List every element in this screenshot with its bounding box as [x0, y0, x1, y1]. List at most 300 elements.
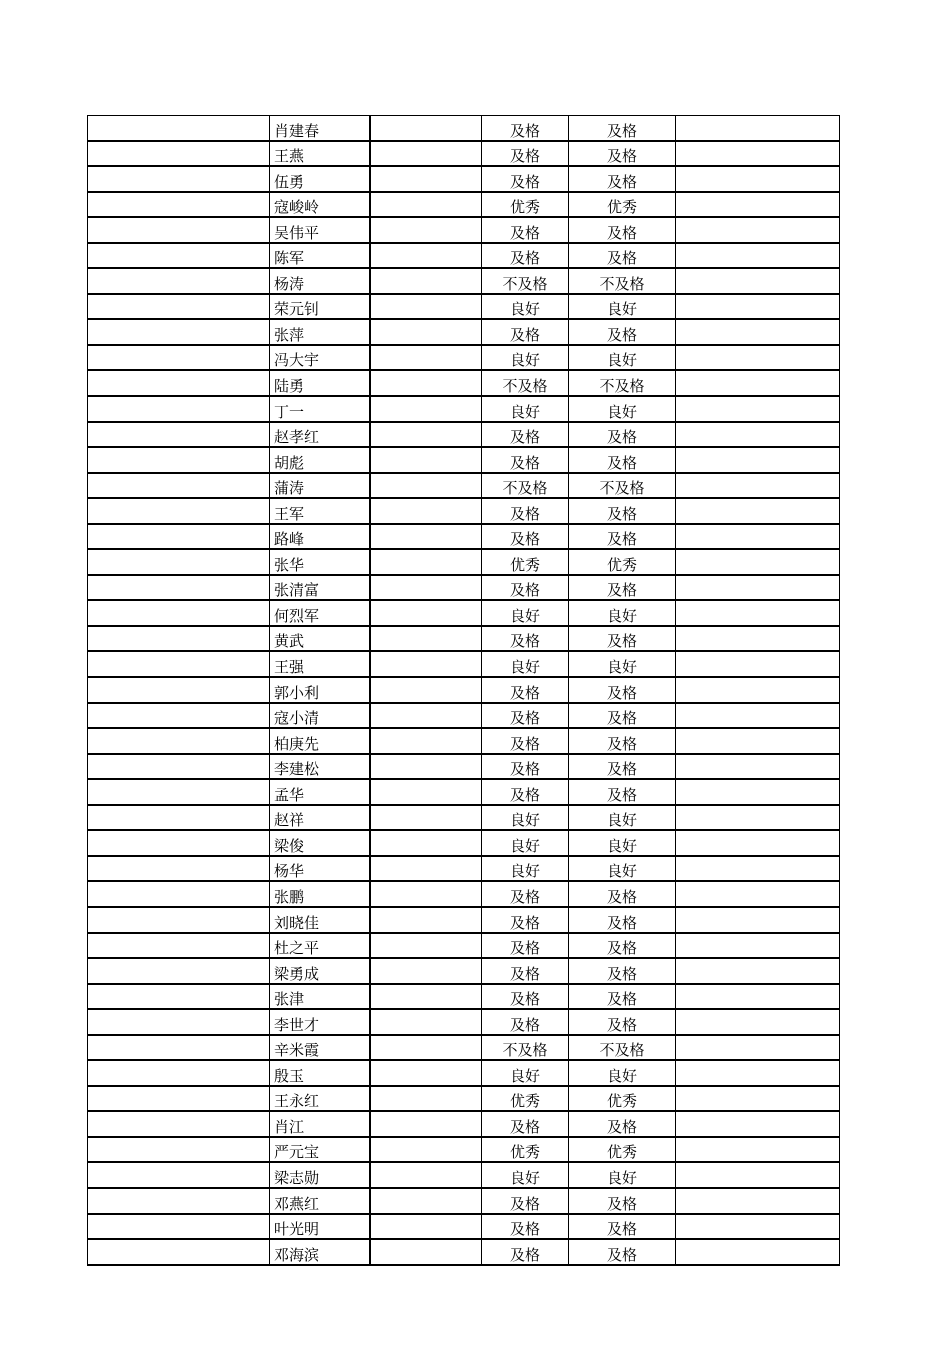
blank-cell-b[interactable] — [370, 958, 482, 984]
blank-cell-e[interactable] — [676, 345, 840, 371]
blank-cell-a[interactable] — [88, 1162, 270, 1188]
grade-cell-1[interactable] — [482, 1060, 569, 1086]
grade-cell-2[interactable] — [569, 116, 676, 141]
blank-cell-b[interactable] — [370, 1086, 482, 1112]
grade-cell-2[interactable] — [569, 907, 676, 933]
name-cell[interactable] — [270, 600, 371, 626]
blank-cell-e[interactable] — [676, 626, 840, 652]
grade-cell-2[interactable] — [569, 141, 676, 167]
name-cell-text: 张华 — [274, 555, 305, 574]
blank-cell-e[interactable] — [676, 907, 840, 933]
blank-cell-b[interactable] — [370, 805, 482, 831]
blank-cell-b[interactable] — [370, 370, 482, 396]
grade-cell-2[interactable] — [569, 498, 676, 524]
blank-cell-e[interactable] — [676, 1239, 840, 1265]
blank-cell-e[interactable] — [676, 805, 840, 831]
grade-cell-1[interactable] — [482, 243, 569, 269]
name-cell[interactable] — [270, 1137, 371, 1163]
grade-cell-2[interactable] — [569, 422, 676, 448]
name-cell[interactable] — [270, 881, 371, 907]
blank-cell-a[interactable] — [88, 1188, 270, 1214]
grade-cell-1[interactable] — [482, 651, 569, 677]
grade-cell-2[interactable] — [569, 473, 676, 499]
grade-cell-1[interactable] — [482, 1188, 569, 1214]
grade-cell-1[interactable] — [482, 1035, 569, 1061]
grade-cell-2[interactable] — [569, 856, 676, 882]
name-cell[interactable] — [270, 1239, 371, 1265]
grade-cell-2[interactable] — [569, 881, 676, 907]
grade-cell-1[interactable] — [482, 600, 569, 626]
grade-cell-1[interactable] — [482, 1214, 569, 1240]
grade-cell-2[interactable] — [569, 575, 676, 601]
grade-cell-2[interactable] — [569, 779, 676, 805]
grade-cell-1-text: 良好 — [509, 658, 540, 677]
blank-cell-b[interactable] — [370, 141, 482, 167]
blank-cell-e[interactable] — [676, 217, 840, 243]
grade-cell-1[interactable] — [482, 933, 569, 959]
grade-cell-2[interactable] — [569, 754, 676, 780]
blank-cell-e[interactable] — [676, 422, 840, 448]
blank-cell-e[interactable] — [676, 524, 840, 550]
grade-cell-2[interactable] — [569, 217, 676, 243]
grade-cell-1[interactable] — [482, 1009, 569, 1035]
blank-cell-e[interactable] — [676, 1035, 840, 1061]
name-cell[interactable] — [270, 116, 371, 141]
grade-cell-1[interactable] — [482, 779, 569, 805]
name-cell[interactable] — [270, 907, 371, 933]
blank-cell-b[interactable] — [370, 779, 482, 805]
blank-cell-a[interactable] — [88, 447, 270, 473]
blank-cell-b[interactable] — [370, 856, 482, 882]
grade-cell-1[interactable] — [482, 268, 569, 294]
blank-cell-a[interactable] — [88, 192, 270, 218]
blank-cell-a[interactable] — [88, 907, 270, 933]
name-cell[interactable] — [270, 1162, 371, 1188]
name-cell[interactable] — [270, 166, 371, 192]
grade-cell-1[interactable] — [482, 345, 569, 371]
grade-cell-2[interactable] — [569, 396, 676, 422]
grade-cell-2[interactable] — [569, 1162, 676, 1188]
blank-cell-e[interactable] — [676, 958, 840, 984]
blank-cell-e[interactable] — [676, 856, 840, 882]
blank-cell-e[interactable] — [676, 830, 840, 856]
blank-cell-a[interactable] — [88, 677, 270, 703]
grade-cell-2[interactable] — [569, 549, 676, 575]
grade-cell-1[interactable] — [482, 166, 569, 192]
grade-cell-2[interactable] — [569, 651, 676, 677]
blank-cell-a[interactable] — [88, 1214, 270, 1240]
grade-cell-1[interactable] — [482, 626, 569, 652]
grade-cell-2[interactable] — [569, 830, 676, 856]
grade-cell-2-text: 及格 — [606, 428, 637, 447]
grade-cell-1[interactable] — [482, 881, 569, 907]
blank-cell-a[interactable] — [88, 243, 270, 269]
name-cell[interactable] — [270, 754, 371, 780]
name-cell[interactable] — [270, 703, 371, 729]
grade-cell-1[interactable] — [482, 498, 569, 524]
grade-cell-2[interactable] — [569, 524, 676, 550]
blank-cell-a[interactable] — [88, 881, 270, 907]
grade-cell-2[interactable] — [569, 1009, 676, 1035]
blank-cell-a[interactable] — [88, 754, 270, 780]
grade-cell-2[interactable] — [569, 1214, 676, 1240]
blank-cell-a[interactable] — [88, 116, 270, 141]
grade-cell-1[interactable] — [482, 192, 569, 218]
grade-cell-2[interactable] — [569, 1086, 676, 1112]
grade-cell-2[interactable] — [569, 243, 676, 269]
grade-cell-2[interactable] — [569, 294, 676, 320]
blank-cell-e[interactable] — [676, 1137, 840, 1163]
blank-cell-e[interactable] — [676, 651, 840, 677]
grade-cell-1[interactable] — [482, 984, 569, 1010]
blank-cell-b[interactable] — [370, 319, 482, 345]
grade-cell-1[interactable] — [482, 319, 569, 345]
blank-cell-e[interactable] — [676, 370, 840, 396]
grade-cell-1-text: 及格 — [509, 530, 540, 549]
name-cell[interactable] — [270, 1035, 371, 1061]
grade-cell-2-text: 及格 — [606, 1015, 637, 1034]
blank-cell-e[interactable] — [676, 116, 840, 141]
blank-cell-a[interactable] — [88, 473, 270, 499]
table-row — [88, 651, 840, 677]
grade-cell-2[interactable] — [569, 1111, 676, 1137]
grade-cell-1[interactable] — [482, 141, 569, 167]
blank-cell-a[interactable] — [88, 141, 270, 167]
grade-cell-2[interactable] — [569, 268, 676, 294]
name-cell[interactable] — [270, 217, 371, 243]
blank-cell-b[interactable] — [370, 728, 482, 754]
grade-cell-1[interactable] — [482, 677, 569, 703]
blank-cell-a[interactable] — [88, 1009, 270, 1035]
name-cell[interactable] — [270, 575, 371, 601]
blank-cell-a[interactable] — [88, 830, 270, 856]
blank-cell-a[interactable] — [88, 217, 270, 243]
blank-cell-b[interactable] — [370, 498, 482, 524]
name-cell[interactable] — [270, 370, 371, 396]
blank-cell-a[interactable] — [88, 370, 270, 396]
grade-cell-1[interactable] — [482, 575, 569, 601]
grade-cell-2[interactable] — [569, 805, 676, 831]
name-cell[interactable] — [270, 345, 371, 371]
blank-cell-b[interactable] — [370, 166, 482, 192]
grade-cell-1-text: 及格 — [509, 760, 540, 779]
blank-cell-b[interactable] — [370, 1111, 482, 1137]
table-row — [88, 116, 840, 141]
blank-cell-e[interactable] — [676, 1060, 840, 1086]
blank-cell-a[interactable] — [88, 319, 270, 345]
grade-cell-1[interactable] — [482, 1137, 569, 1163]
blank-cell-b[interactable] — [370, 881, 482, 907]
blank-cell-b[interactable] — [370, 1137, 482, 1163]
blank-cell-b[interactable] — [370, 294, 482, 320]
blank-cell-b[interactable] — [370, 575, 482, 601]
blank-cell-e[interactable] — [676, 754, 840, 780]
blank-cell-e[interactable] — [676, 881, 840, 907]
blank-cell-a[interactable] — [88, 268, 270, 294]
grade-cell-1[interactable] — [482, 856, 569, 882]
grade-cell-2[interactable] — [569, 728, 676, 754]
grade-cell-1-text: 不及格 — [502, 1041, 548, 1060]
blank-cell-e[interactable] — [676, 1162, 840, 1188]
name-cell[interactable] — [270, 498, 371, 524]
grade-cell-1[interactable] — [482, 447, 569, 473]
blank-cell-b[interactable] — [370, 473, 482, 499]
blank-cell-a[interactable] — [88, 626, 270, 652]
name-cell[interactable] — [270, 141, 371, 167]
name-cell[interactable] — [270, 651, 371, 677]
name-cell[interactable] — [270, 1188, 371, 1214]
grade-cell-2[interactable] — [569, 1060, 676, 1086]
name-cell[interactable] — [270, 830, 371, 856]
name-cell[interactable] — [270, 1086, 371, 1112]
grade-cell-2[interactable] — [569, 984, 676, 1010]
name-cell[interactable] — [270, 549, 371, 575]
name-cell[interactable] — [270, 319, 371, 345]
blank-cell-e[interactable] — [676, 779, 840, 805]
name-cell[interactable] — [270, 933, 371, 959]
blank-cell-a[interactable] — [88, 1137, 270, 1163]
grade-cell-2[interactable] — [569, 600, 676, 626]
grade-cell-2[interactable] — [569, 1188, 676, 1214]
blank-cell-a[interactable] — [88, 166, 270, 192]
blank-cell-a[interactable] — [88, 396, 270, 422]
grade-cell-1[interactable] — [482, 370, 569, 396]
blank-cell-a[interactable] — [88, 703, 270, 729]
blank-cell-a[interactable] — [88, 600, 270, 626]
blank-cell-b[interactable] — [370, 626, 482, 652]
blank-cell-b[interactable] — [370, 345, 482, 371]
blank-cell-b[interactable] — [370, 830, 482, 856]
name-cell-text: 李世才 — [274, 1015, 320, 1034]
name-cell[interactable] — [270, 626, 371, 652]
grade-cell-1[interactable] — [482, 524, 569, 550]
grade-cell-2[interactable] — [569, 192, 676, 218]
grade-cell-2[interactable] — [569, 447, 676, 473]
blank-cell-a[interactable] — [88, 856, 270, 882]
name-cell[interactable] — [270, 524, 371, 550]
name-cell[interactable] — [270, 779, 371, 805]
blank-cell-b[interactable] — [370, 600, 482, 626]
blank-cell-a[interactable] — [88, 1086, 270, 1112]
blank-cell-a[interactable] — [88, 1111, 270, 1137]
grade-cell-1[interactable] — [482, 1162, 569, 1188]
blank-cell-e[interactable] — [676, 473, 840, 499]
table-row — [88, 268, 840, 294]
grade-cell-2-text: 及格 — [606, 1194, 637, 1213]
blank-cell-e[interactable] — [676, 268, 840, 294]
blank-cell-a[interactable] — [88, 805, 270, 831]
blank-cell-b[interactable] — [370, 754, 482, 780]
blank-cell-e[interactable] — [676, 498, 840, 524]
blank-cell-a[interactable] — [88, 984, 270, 1010]
grade-cell-2[interactable] — [569, 370, 676, 396]
grade-cell-2[interactable] — [569, 677, 676, 703]
blank-cell-a[interactable] — [88, 651, 270, 677]
name-cell[interactable] — [270, 805, 371, 831]
name-cell[interactable] — [270, 192, 371, 218]
blank-cell-e[interactable] — [676, 933, 840, 959]
blank-cell-e[interactable] — [676, 677, 840, 703]
blank-cell-b[interactable] — [370, 422, 482, 448]
grade-cell-1[interactable] — [482, 703, 569, 729]
blank-cell-e[interactable] — [676, 396, 840, 422]
blank-cell-b[interactable] — [370, 933, 482, 959]
blank-cell-b[interactable] — [370, 677, 482, 703]
name-cell[interactable] — [270, 958, 371, 984]
blank-cell-e[interactable] — [676, 447, 840, 473]
name-cell-text: 伍勇 — [274, 172, 305, 191]
blank-cell-e[interactable] — [676, 1086, 840, 1112]
blank-cell-a[interactable] — [88, 1239, 270, 1265]
grade-cell-2[interactable] — [569, 933, 676, 959]
blank-cell-e[interactable] — [676, 243, 840, 269]
grade-cell-1[interactable] — [482, 1239, 569, 1265]
grade-cell-1[interactable] — [482, 422, 569, 448]
grade-cell-1[interactable] — [482, 549, 569, 575]
blank-cell-e[interactable] — [676, 1214, 840, 1240]
blank-cell-b[interactable] — [370, 243, 482, 269]
grade-cell-1[interactable] — [482, 1086, 569, 1112]
name-cell-text: 蒲涛 — [274, 479, 305, 498]
blank-cell-e[interactable] — [676, 728, 840, 754]
grade-cell-1-text: 不及格 — [502, 377, 548, 396]
grade-cell-1[interactable] — [482, 473, 569, 499]
grade-cell-1-text: 不及格 — [502, 479, 548, 498]
blank-cell-e[interactable] — [676, 984, 840, 1010]
table-row — [88, 370, 840, 396]
blank-cell-e[interactable] — [676, 319, 840, 345]
name-cell[interactable] — [270, 984, 371, 1010]
grade-cell-2[interactable] — [569, 958, 676, 984]
blank-cell-a[interactable] — [88, 575, 270, 601]
name-cell[interactable] — [270, 268, 371, 294]
blank-cell-b[interactable] — [370, 907, 482, 933]
blank-cell-b[interactable] — [370, 703, 482, 729]
grade-cell-1[interactable] — [482, 294, 569, 320]
table-row — [88, 447, 840, 473]
blank-cell-e[interactable] — [676, 166, 840, 192]
table-row — [88, 830, 840, 856]
blank-cell-a[interactable] — [88, 345, 270, 371]
grade-cell-1[interactable] — [482, 907, 569, 933]
name-cell[interactable] — [270, 1111, 371, 1137]
grade-cell-2[interactable] — [569, 1137, 676, 1163]
name-cell[interactable] — [270, 294, 371, 320]
grade-cell-2-text: 良好 — [606, 300, 637, 319]
blank-cell-a[interactable] — [88, 498, 270, 524]
name-cell[interactable] — [270, 447, 371, 473]
grade-cell-1[interactable] — [482, 830, 569, 856]
name-cell[interactable] — [270, 856, 371, 882]
blank-cell-b[interactable] — [370, 549, 482, 575]
blank-cell-e[interactable] — [676, 549, 840, 575]
name-cell[interactable] — [270, 396, 371, 422]
blank-cell-e[interactable] — [676, 1009, 840, 1035]
grade-cell-2[interactable] — [569, 626, 676, 652]
blank-cell-b[interactable] — [370, 651, 482, 677]
blank-cell-b[interactable] — [370, 984, 482, 1010]
grade-cell-1[interactable] — [482, 958, 569, 984]
grade-cell-1[interactable] — [482, 1111, 569, 1137]
blank-cell-b[interactable] — [370, 116, 482, 141]
blank-cell-e[interactable] — [676, 575, 840, 601]
blank-cell-b[interactable] — [370, 396, 482, 422]
grade-cell-2-text: 及格 — [606, 913, 637, 932]
blank-cell-e[interactable] — [676, 141, 840, 167]
grade-cell-1-text: 及格 — [509, 325, 540, 344]
blank-cell-e[interactable] — [676, 600, 840, 626]
grade-cell-2[interactable] — [569, 703, 676, 729]
blank-cell-e[interactable] — [676, 294, 840, 320]
grade-cell-2[interactable] — [569, 345, 676, 371]
blank-cell-a[interactable] — [88, 728, 270, 754]
blank-cell-b[interactable] — [370, 268, 482, 294]
grade-cell-1-text: 及格 — [509, 504, 540, 523]
name-cell[interactable] — [270, 677, 371, 703]
blank-cell-b[interactable] — [370, 447, 482, 473]
grade-cell-2-text: 及格 — [606, 325, 637, 344]
blank-cell-b[interactable] — [370, 1239, 482, 1265]
grade-cell-2[interactable] — [569, 1239, 676, 1265]
blank-cell-a[interactable] — [88, 422, 270, 448]
blank-cell-e[interactable] — [676, 192, 840, 218]
grade-cell-1[interactable] — [482, 396, 569, 422]
table-row — [88, 549, 840, 575]
blank-cell-b[interactable] — [370, 217, 482, 243]
grade-cell-1[interactable] — [482, 728, 569, 754]
grade-cell-2[interactable] — [569, 319, 676, 345]
blank-cell-a[interactable] — [88, 933, 270, 959]
blank-cell-b[interactable] — [370, 1162, 482, 1188]
blank-cell-a[interactable] — [88, 524, 270, 550]
name-cell[interactable] — [270, 243, 371, 269]
blank-cell-a[interactable] — [88, 958, 270, 984]
blank-cell-b[interactable] — [370, 1009, 482, 1035]
grade-cell-1[interactable] — [482, 217, 569, 243]
grade-cell-2[interactable] — [569, 166, 676, 192]
blank-cell-b[interactable] — [370, 1035, 482, 1061]
grade-cell-1[interactable] — [482, 116, 569, 141]
name-cell-text: 邓燕红 — [274, 1194, 320, 1213]
name-cell[interactable] — [270, 1214, 371, 1240]
name-cell[interactable] — [270, 728, 371, 754]
blank-cell-e[interactable] — [676, 703, 840, 729]
blank-cell-b[interactable] — [370, 524, 482, 550]
blank-cell-b[interactable] — [370, 1214, 482, 1240]
name-cell[interactable] — [270, 422, 371, 448]
blank-cell-e[interactable] — [676, 1111, 840, 1137]
blank-cell-a[interactable] — [88, 1035, 270, 1061]
name-cell-text: 梁志勋 — [274, 1168, 320, 1187]
blank-cell-e[interactable] — [676, 1188, 840, 1214]
name-cell[interactable] — [270, 473, 371, 499]
blank-cell-a[interactable] — [88, 294, 270, 320]
table-row — [88, 907, 840, 933]
grade-cell-1[interactable] — [482, 805, 569, 831]
table-row — [88, 166, 840, 192]
name-cell[interactable] — [270, 1060, 371, 1086]
grade-cell-1[interactable] — [482, 754, 569, 780]
name-cell[interactable] — [270, 1009, 371, 1035]
name-cell-text: 杨涛 — [274, 274, 305, 293]
blank-cell-a[interactable] — [88, 1060, 270, 1086]
blank-cell-b[interactable] — [370, 1188, 482, 1214]
grade-cell-2[interactable] — [569, 1035, 676, 1061]
blank-cell-b[interactable] — [370, 1060, 482, 1086]
blank-cell-a[interactable] — [88, 779, 270, 805]
blank-cell-b[interactable] — [370, 192, 482, 218]
blank-cell-a[interactable] — [88, 549, 270, 575]
